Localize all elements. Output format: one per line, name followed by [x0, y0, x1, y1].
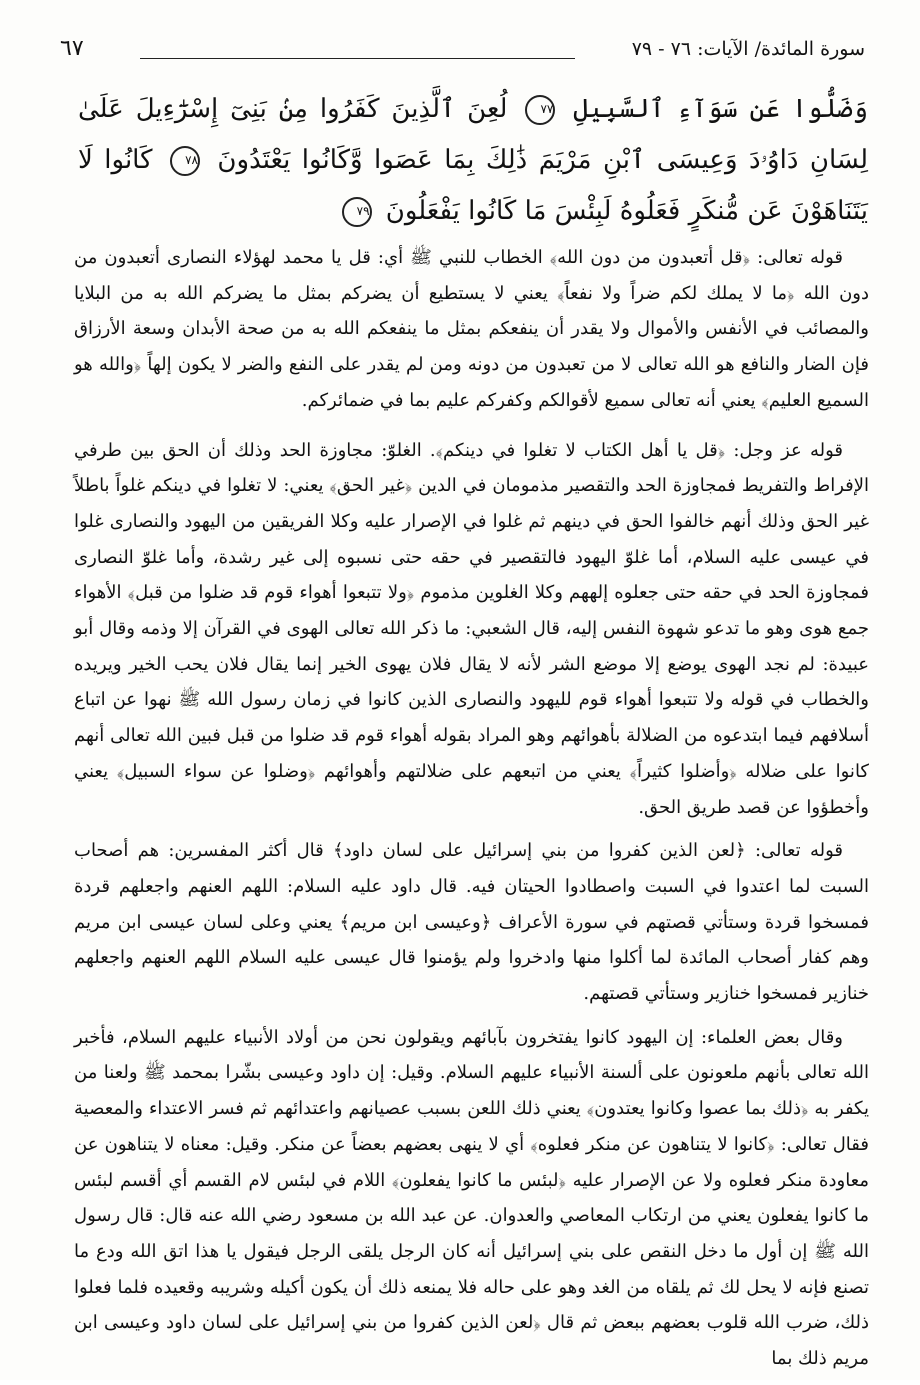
ayah-77-end: وَضَلُّوا عَن سَوَآءِ ٱلسَّبِيلِ [573, 94, 869, 124]
header-rule [140, 58, 575, 59]
ayah-78: لُعِنَ ٱلَّذِينَ كَفَرُوا مِنۢ بَنِىٓ إِسْرَٰٓءِيلَ عَلَىٰ لِسَانِ دَاوُۥدَ وَعِيسَى ٱبْنِ مَرْيَمَ ذَٰلِكَ بِمَا عَصَوا وَّكَانُوا يَعْتَدُونَ [78, 94, 868, 175]
tafsir-body [74, 240, 869, 1385]
ayah-number-marker: ٧٨ [170, 146, 200, 176]
ayah-number-marker: ٧٩ [342, 197, 372, 227]
surah-title: سورة المائدة/ الآيات: ٧٦ - ٧٩ [631, 38, 865, 60]
page-number: ٦٧ [60, 36, 84, 61]
tafsir-paragraph: قوله عز وجل: ﴿قل يا أهل الكتاب لا تغلوا في دينكم﴾. الغلوّ: مجاوزة الحد وذلك أن الحق بين طرفي الإفراط والتفريط فمجاوزة الحد والتقصير مذمومان في الدين ﴿غير الحق﴾ يعني: لا تغلوا في دينكم غلواً باطلاً غير الحق وذلك أنهم خالفوا الحق في دينهم ثم غلوا في الإصرار عليه وكلا الفريقين من اليهود والنصارى غلوا في عيسى عليه السلام، أما غلوّ اليهود فالتقصير في حقه حتى نسبوه إلى غير رشدة، وأما غلوّ النصارى فمجاوزة الحد في حقه حتى جعلوه إلههم وكلا الغلوين مذموم ﴿ولا تتبعوا أهواء قوم قد ضلوا من قبل﴾ الأهواء جمع هوى وهو ما تدعو شهوة النفس إليه، قال الشعبي: ما ذكر الله تعالى الهوى في القرآن إلا وذمه وقال أبو عبيدة: لم نجد الهوى يوضع إلا موضع الشر لأنه لا يقال فلان يهوى الخير إنما يقال فلان يحب الخير ويريده والخطاب في قوله ولا تتبعوا أهواء قوم لليهود والنصارى الذين كانوا في زمان رسول الله ﷺ نهوا عن اتباع أسلافهم فيما ابتدعوه من الضلالة بأهوائهم وهو المراد بقوله أهواء قوم قد ضلوا من قبل فبين الله تعالى أنهم كانوا على ضلاله ﴿وأضلوا كثيراً﴾ يعني من اتبعهم على ضلالتهم وأهوائهم ﴿وضلوا عن سواء السبيل﴾ يعني وأخطؤوا عن قصد طريق الحق. [74, 439, 869, 818]
page-header [60, 30, 865, 74]
quran-verses [78, 84, 868, 237]
tafsir-paragraph: قوله تعالى: ﴿قل أتعبدون من دون الله﴾ الخطاب للنبي ﷺ أي: قل يا محمد لهؤلاء النصارى أتعبدون من دون الله ﴿ما لا يملك لكم ضراً ولا نفعاً﴾ يعني لا يستطيع أن يضركم بمثل ما يضركم الله به من البلايا والمصائب في الأنفس والأموال ولا يقدر أن ينفعكم بمثل ما ينفعكم الله به من صحة الأبدان وسعة الأرزاق فإن الضار والنافع هو الله تعالى لا من تعبدون من دونه ومن لم يقدر على النفع والضر لا يكون إلهاً ﴿والله هو السميع العليم﴾ يعني أنه تعالى سميع لأقوالكم وكفركم عليم بما في ضمائركم. [74, 247, 869, 411]
ayah-number-marker: ٧٧ [525, 95, 555, 125]
tafsir-paragraph: قوله تعالى: ﴿لعن الذين كفروا من بني إسرائيل على لسان داود﴾ قال أكثر المفسرين: هم أصحاب السبت لما اعتدوا في السبت واصطادوا الحيتان فيه. قال داود عليه السلام: اللهم العنهم واجعلهم قردة فمسخوا قردة وستأتي قصتهم في سورة الأعراف ﴿وعيسى ابن مريم﴾ يعني وعلى لسان عيسى ابن مريم وهم كفار أصحاب المائدة لما أكلوا منها وادخروا ولم يؤمنوا قال عيسى عليه السلام اللهم العنهم واجعلهم خنازير فمسخوا خنازير وستأتي قصتهم. [74, 840, 869, 1005]
ayah-79: كَانُوا لَا يَتَنَاهَوْنَ عَن مُّنكَرٍ فَعَلُوهُ لَبِئْسَ مَا كَانُوا يَفْعَلُونَ [78, 145, 868, 226]
tafsir-paragraph: وقال بعض العلماء: إن اليهود كانوا يفتخرون بآبائهم ويقولون نحن من أولاد الأنبياء عليهم السلام، فأخبر الله تعالى بأنهم ملعونون على ألسنة الأنبياء عليهم السلام. وقيل: إن داود وعيسى بشّرا بمحمد ﷺ ولعنا من يكفر به ﴿ذلك بما عصوا وكانوا يعتدون﴾ يعني ذلك اللعن بسبب عصيانهم واعتدائهم ثم فسر الاعتداء والمعصية فقال تعالى: ﴿كانوا لا يتناهون عن منكر فعلوه﴾ أي لا ينهى بعضهم بعضاً عن منكر. وقيل: معناه لا يتناهون عن معاودة منكر فعلوه ولا عن الإصرار عليه ﴿لبئس ما كانوا يفعلون﴾ اللام في لبئس لام القسم أي أقسم لبئس ما كانوا يفعلون يعني من ارتكاب المعاصي والعدوان. عن عبد الله بن مسعود رضي الله عنه قال: قال رسول الله ﷺ إن أول ما دخل النقص على بني إسرائيل أنه كان الرجل يلقى الرجل فيقول يا هذا اتق الله ودع ما تصنع فإنه لا يحل لك ثم يلقاه من الغد وهو على حاله فلا يمنعه ذلك أن يكون أكيله وشريبه وقعيده فلما فعلوا ذلك، ضرب الله قلوب بعضهم ببعض ثم قال ﴿لعن الذين كفروا من بني إسرائيل على لسان داود وعيسى ابن مريم ذلك بما [74, 1026, 870, 1370]
